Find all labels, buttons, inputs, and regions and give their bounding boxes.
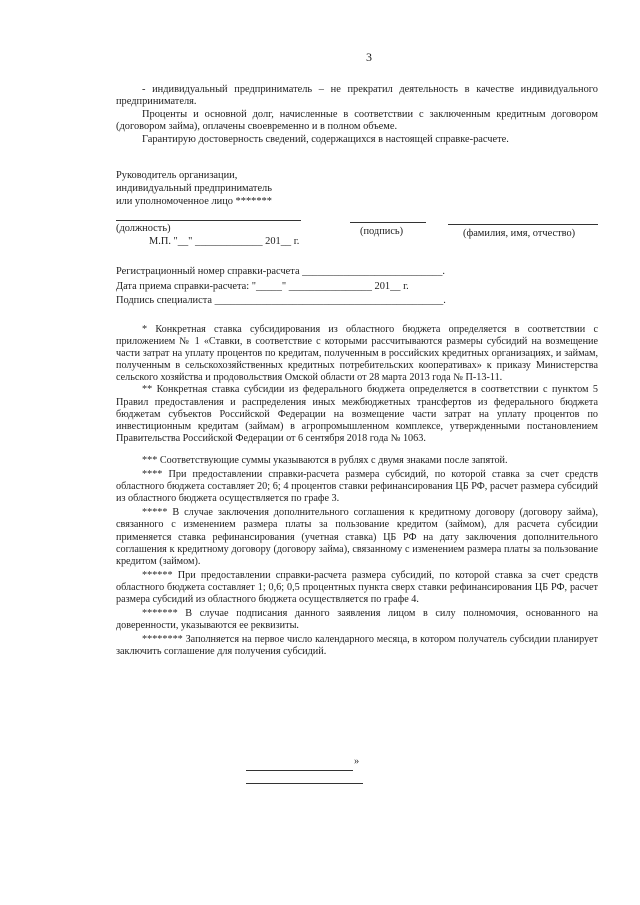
footnote: ******* В случае подписания данного заявления лицом в силу полномочия, основанного на доверенности, указываются ее реквизиты.: [116, 608, 598, 632]
signature-head-line: или уполномоченное лицо *******: [116, 196, 272, 207]
specialist-sign: Подпись специалиста ____________________________________________.: [116, 295, 446, 306]
sign-line: [350, 222, 426, 223]
footnote: * Конкретная ставка субсидирования из областного бюджета определяется в соответствии с приложением № 1 «Ставки, в соответствие с которыми рассчитываются размеры субсидий на возмещение части затрат на уплату процентов по кредитам, полученным в российских кредитных организациях, и займам, полученным в сельскохозяйственных кредитных потребительских кооперативах» к приказу Министерства сельского хозяйства и продовольствия Омской области от 28 марта 2013 года № П-13-11.: [116, 324, 598, 384]
footnote: ***** В случае заключения дополнительного соглашения к кредитному договору (договору займа), связанного с изменением размера платы за пользование кредитом (займом), для расчета субсидии применяется ставка рефинансирования (учетная ставка) ЦБ РФ на дату заключения дополнительного соглашения к кредитному договору (договору займа), связанному с изменением размера платы за пользование кредитом (займом).: [116, 507, 598, 567]
footnote: ******** Заполняется на первое число календарного месяца, в котором получатель субсидии планирует заключить соглашение для получения субсидий.: [116, 634, 598, 658]
footnote: ****** При предоставлении справки-расчета размера субсидий, по которой ставка за счет средств областного бюджета составляет 1; 0,6; 0,5 процентных пункта сверх ставки рефинансирования ЦБ РФ, расчет размера субсидий из областного бюджета осуществляется по графе 4.: [116, 569, 598, 605]
footnote: **** При предоставлении справки-расчета размера субсидий, по которой ставка за счет средств областного бюджета составляет 20; 6; 4 процентов ставки рефинансирования ЦБ РФ, расчет размера субсидий из областного бюджета осуществляется по графе 3.: [116, 469, 598, 505]
signature-head-line: Руководитель организации,: [116, 170, 238, 181]
intro-paragraph: Гарантирую достоверность сведений, содержащихся в настоящей справке-расчете.: [142, 133, 509, 145]
name-line: [448, 224, 598, 225]
sign-label: (подпись): [360, 226, 404, 237]
page-number: 3: [366, 50, 372, 64]
position-label: (должность): [116, 223, 171, 234]
footnote: ** Конкретная ставка субсидии из федерального бюджета определяется в соответствии с пунктом 5 Правил предоставления и распределения иных межбюджетных трансфертов из федерального бюджета бюджетам субъектов Российской Федерации на возмещение части затрат на уплату процентов по инвестиционным кредитам (займам) в агропромышленном комплексе, утвержденными постановлением Правительства Российской Федерации от 6 сентября 2018 года № 1063.: [116, 384, 598, 444]
signature-head-line: индивидуальный предприниматель: [116, 183, 272, 194]
closing-mark: »: [354, 756, 360, 767]
date-received: Дата приема справки-расчета: "_____" ________________ 201__ г.: [116, 281, 409, 292]
position-line: [116, 220, 301, 221]
footnotes-block: [116, 324, 598, 658]
closing-line-2: [246, 783, 363, 784]
intro-paragraph: - индивидуальный предприниматель – не прекратил деятельность в качестве индивидуального предпринимателя.: [116, 84, 598, 108]
intro-block: [116, 84, 598, 146]
stamp-date: М.П. "__" _____________ 201__ г.: [149, 236, 300, 247]
footnote: *** Соответствующие суммы указываются в рублях с двумя знаками после запятой.: [142, 454, 508, 466]
closing-line-1: [246, 770, 353, 771]
intro-paragraph: Проценты и основной долг, начисленные в соответствии с заключенным кредитным договором (договором займа), оплачены своевременно и в полном объеме.: [116, 108, 598, 133]
registration-number: Регистрационный номер справки-расчета ___________________________.: [116, 266, 446, 277]
name-label: (фамилия, имя, отчество): [463, 228, 576, 239]
